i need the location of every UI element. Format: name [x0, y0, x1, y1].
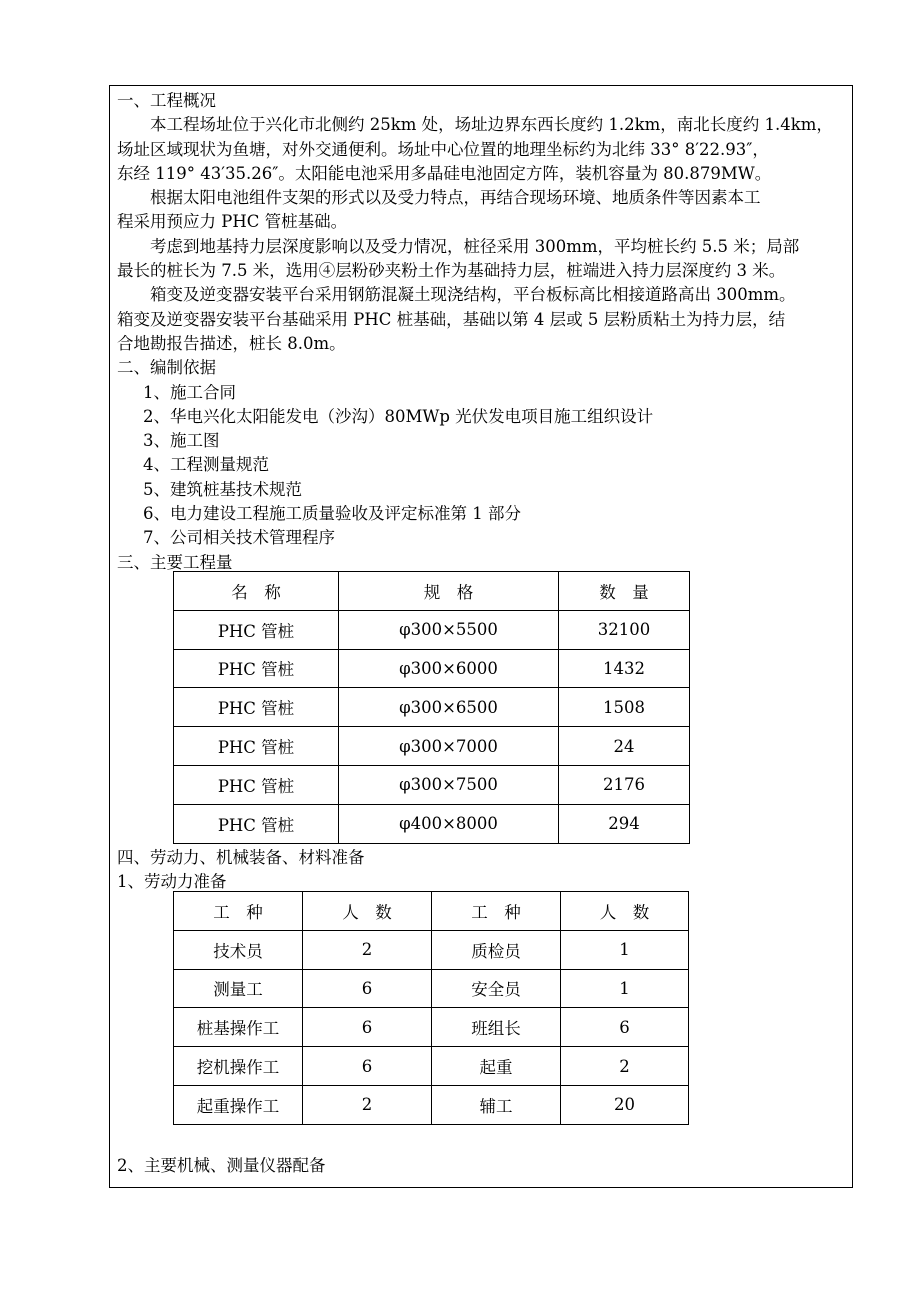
table-cell: φ400×8000 — [339, 804, 559, 843]
table-cell: 2 — [561, 1047, 689, 1086]
basis-item: 5、建筑桩基技术规范 — [143, 479, 302, 499]
labor-subtitle: 1、劳动力准备 — [117, 872, 227, 892]
document-frame — [109, 85, 853, 1188]
table-cell: PHC 管桩 — [174, 688, 339, 727]
table-cell: 桩基操作工 — [174, 1008, 303, 1047]
table-cell: 测量工 — [174, 969, 303, 1008]
s1-p4-line2: 箱变及逆变器安装平台基础采用 PHC 桩基础，基础以第 4 层或 5 层粉质粘土为持力层，结 — [117, 309, 786, 329]
basis-item: 4、工程测量规范 — [143, 455, 269, 475]
table-header-row — [174, 892, 689, 931]
table-cell: 32100 — [559, 610, 690, 649]
header-cell: 名 称 — [174, 572, 339, 611]
table-cell: 安全员 — [432, 969, 561, 1008]
header-cell: 工 种 — [174, 892, 303, 931]
table-cell: φ300×7500 — [339, 765, 559, 804]
section-3-title: 三、主要工程量 — [117, 552, 233, 572]
table-cell: φ300×5500 — [339, 610, 559, 649]
table-cell: PHC 管桩 — [174, 649, 339, 688]
header-cell: 人 数 — [303, 892, 432, 931]
header-cell: 人 数 — [561, 892, 689, 931]
header-cell: 工 种 — [432, 892, 561, 931]
table-cell: 质检员 — [432, 930, 561, 969]
section-4-title: 四、劳动力、机械装备、材料准备 — [117, 848, 365, 867]
table-cell: 6 — [303, 1047, 432, 1086]
table-cell: 6 — [303, 969, 432, 1008]
table-cell: 2 — [303, 930, 432, 969]
table-cell: PHC 管桩 — [174, 765, 339, 804]
s1-p3-line1: 考虑到地基持力层深度影响以及受力情况，桩径采用 300mm，平均桩长约 5.5 米；局部 — [150, 236, 800, 256]
table-row — [174, 649, 690, 688]
header-cell: 规 格 — [339, 572, 559, 611]
table-cell: 1432 — [559, 649, 690, 688]
s1-p1-line2: 场址区域现状为鱼塘，对外交通便利。场址中心位置的地理坐标约为北纬 33° 8′22.93″， — [117, 139, 769, 159]
basis-item: 7、公司相关技术管理程序 — [143, 528, 335, 548]
table-cell: 6 — [303, 1008, 432, 1047]
table-row — [174, 1047, 689, 1086]
table-cell: φ300×7000 — [339, 727, 559, 766]
table-cell: 班组长 — [432, 1008, 561, 1047]
table-header-row — [174, 572, 690, 611]
table-cell: φ300×6500 — [339, 688, 559, 727]
section-1-title: 一、工程概况 — [117, 91, 216, 110]
machinery-subtitle: 2、主要机械、测量仪器配备 — [117, 1156, 326, 1175]
table-cell: 24 — [559, 727, 690, 766]
table-cell: 2176 — [559, 765, 690, 804]
table-cell: 1 — [561, 969, 689, 1008]
table-cell: 挖机操作工 — [174, 1047, 303, 1086]
basis-item: 2、华电兴化太阳能发电（沙沟）80MWp 光伏发电项目施工组织设计 — [143, 406, 654, 426]
table-cell: 1508 — [559, 688, 690, 727]
table-cell: 20 — [561, 1085, 689, 1124]
machinery-block — [117, 1154, 326, 1178]
table-row — [174, 610, 690, 649]
table-row — [174, 765, 690, 804]
table-row — [174, 1008, 689, 1047]
table-cell: PHC 管桩 — [174, 727, 339, 766]
table-row — [174, 930, 689, 969]
s1-p1-line1: 本工程场址位于兴化市北侧约 25km 处，场址边界东西长度约 1.2km，南北长度约 1.4km， — [150, 115, 833, 135]
s1-p3-line2: 最长的桩长为 7.5 米，选用④层粉砂夹粉土作为基础持力层，桩端进入持力层深度约 3 米。 — [117, 261, 786, 281]
section-2-title: 二、编制依据 — [117, 358, 216, 378]
basis-item: 3、施工图 — [143, 431, 220, 451]
table-cell: PHC 管桩 — [174, 804, 339, 843]
table-cell: 起重 — [432, 1047, 561, 1086]
table-row — [174, 1085, 689, 1124]
labor-table — [173, 891, 689, 1125]
table-row — [174, 688, 690, 727]
table-cell: 起重操作工 — [174, 1085, 303, 1124]
table-cell: 2 — [303, 1085, 432, 1124]
s1-p1-line3: 东经 119° 43′35.26″。太阳能电池采用多晶硅电池固定方阵，装机容量为 80.879MW。 — [117, 163, 772, 183]
s1-p4-line3: 合地勘报告描述，桩长 8.0m。 — [117, 333, 346, 353]
table-cell: 辅工 — [432, 1085, 561, 1124]
basis-item: 6、电力建设工程施工质量验收及评定标准第 1 部分 — [143, 504, 521, 524]
table-row — [174, 969, 689, 1008]
table-cell: 6 — [561, 1008, 689, 1047]
table-cell: 294 — [559, 804, 690, 843]
table-cell: 1 — [561, 930, 689, 969]
basis-item: 1、施工合同 — [143, 382, 236, 402]
document-content — [117, 89, 849, 575]
s1-p2-line1: 根据太阳电池组件支架的形式以及受力特点，再结合现场环境、地质条件等因素本工 — [150, 188, 761, 208]
table-row — [174, 804, 690, 843]
s1-p2-line2: 程采用预应力 PHC 管桩基础。 — [117, 212, 348, 232]
table-cell: PHC 管桩 — [174, 610, 339, 649]
table-row — [174, 727, 690, 766]
table-cell: 技术员 — [174, 930, 303, 969]
quantities-table — [173, 571, 690, 844]
section-4-block — [117, 846, 365, 895]
table-cell: φ300×6000 — [339, 649, 559, 688]
s1-p4-line1: 箱变及逆变器安装平台采用钢筋混凝土现浇结构，平台板标高比相接道路高出 300mm。 — [150, 285, 796, 305]
header-cell: 数 量 — [559, 572, 690, 611]
